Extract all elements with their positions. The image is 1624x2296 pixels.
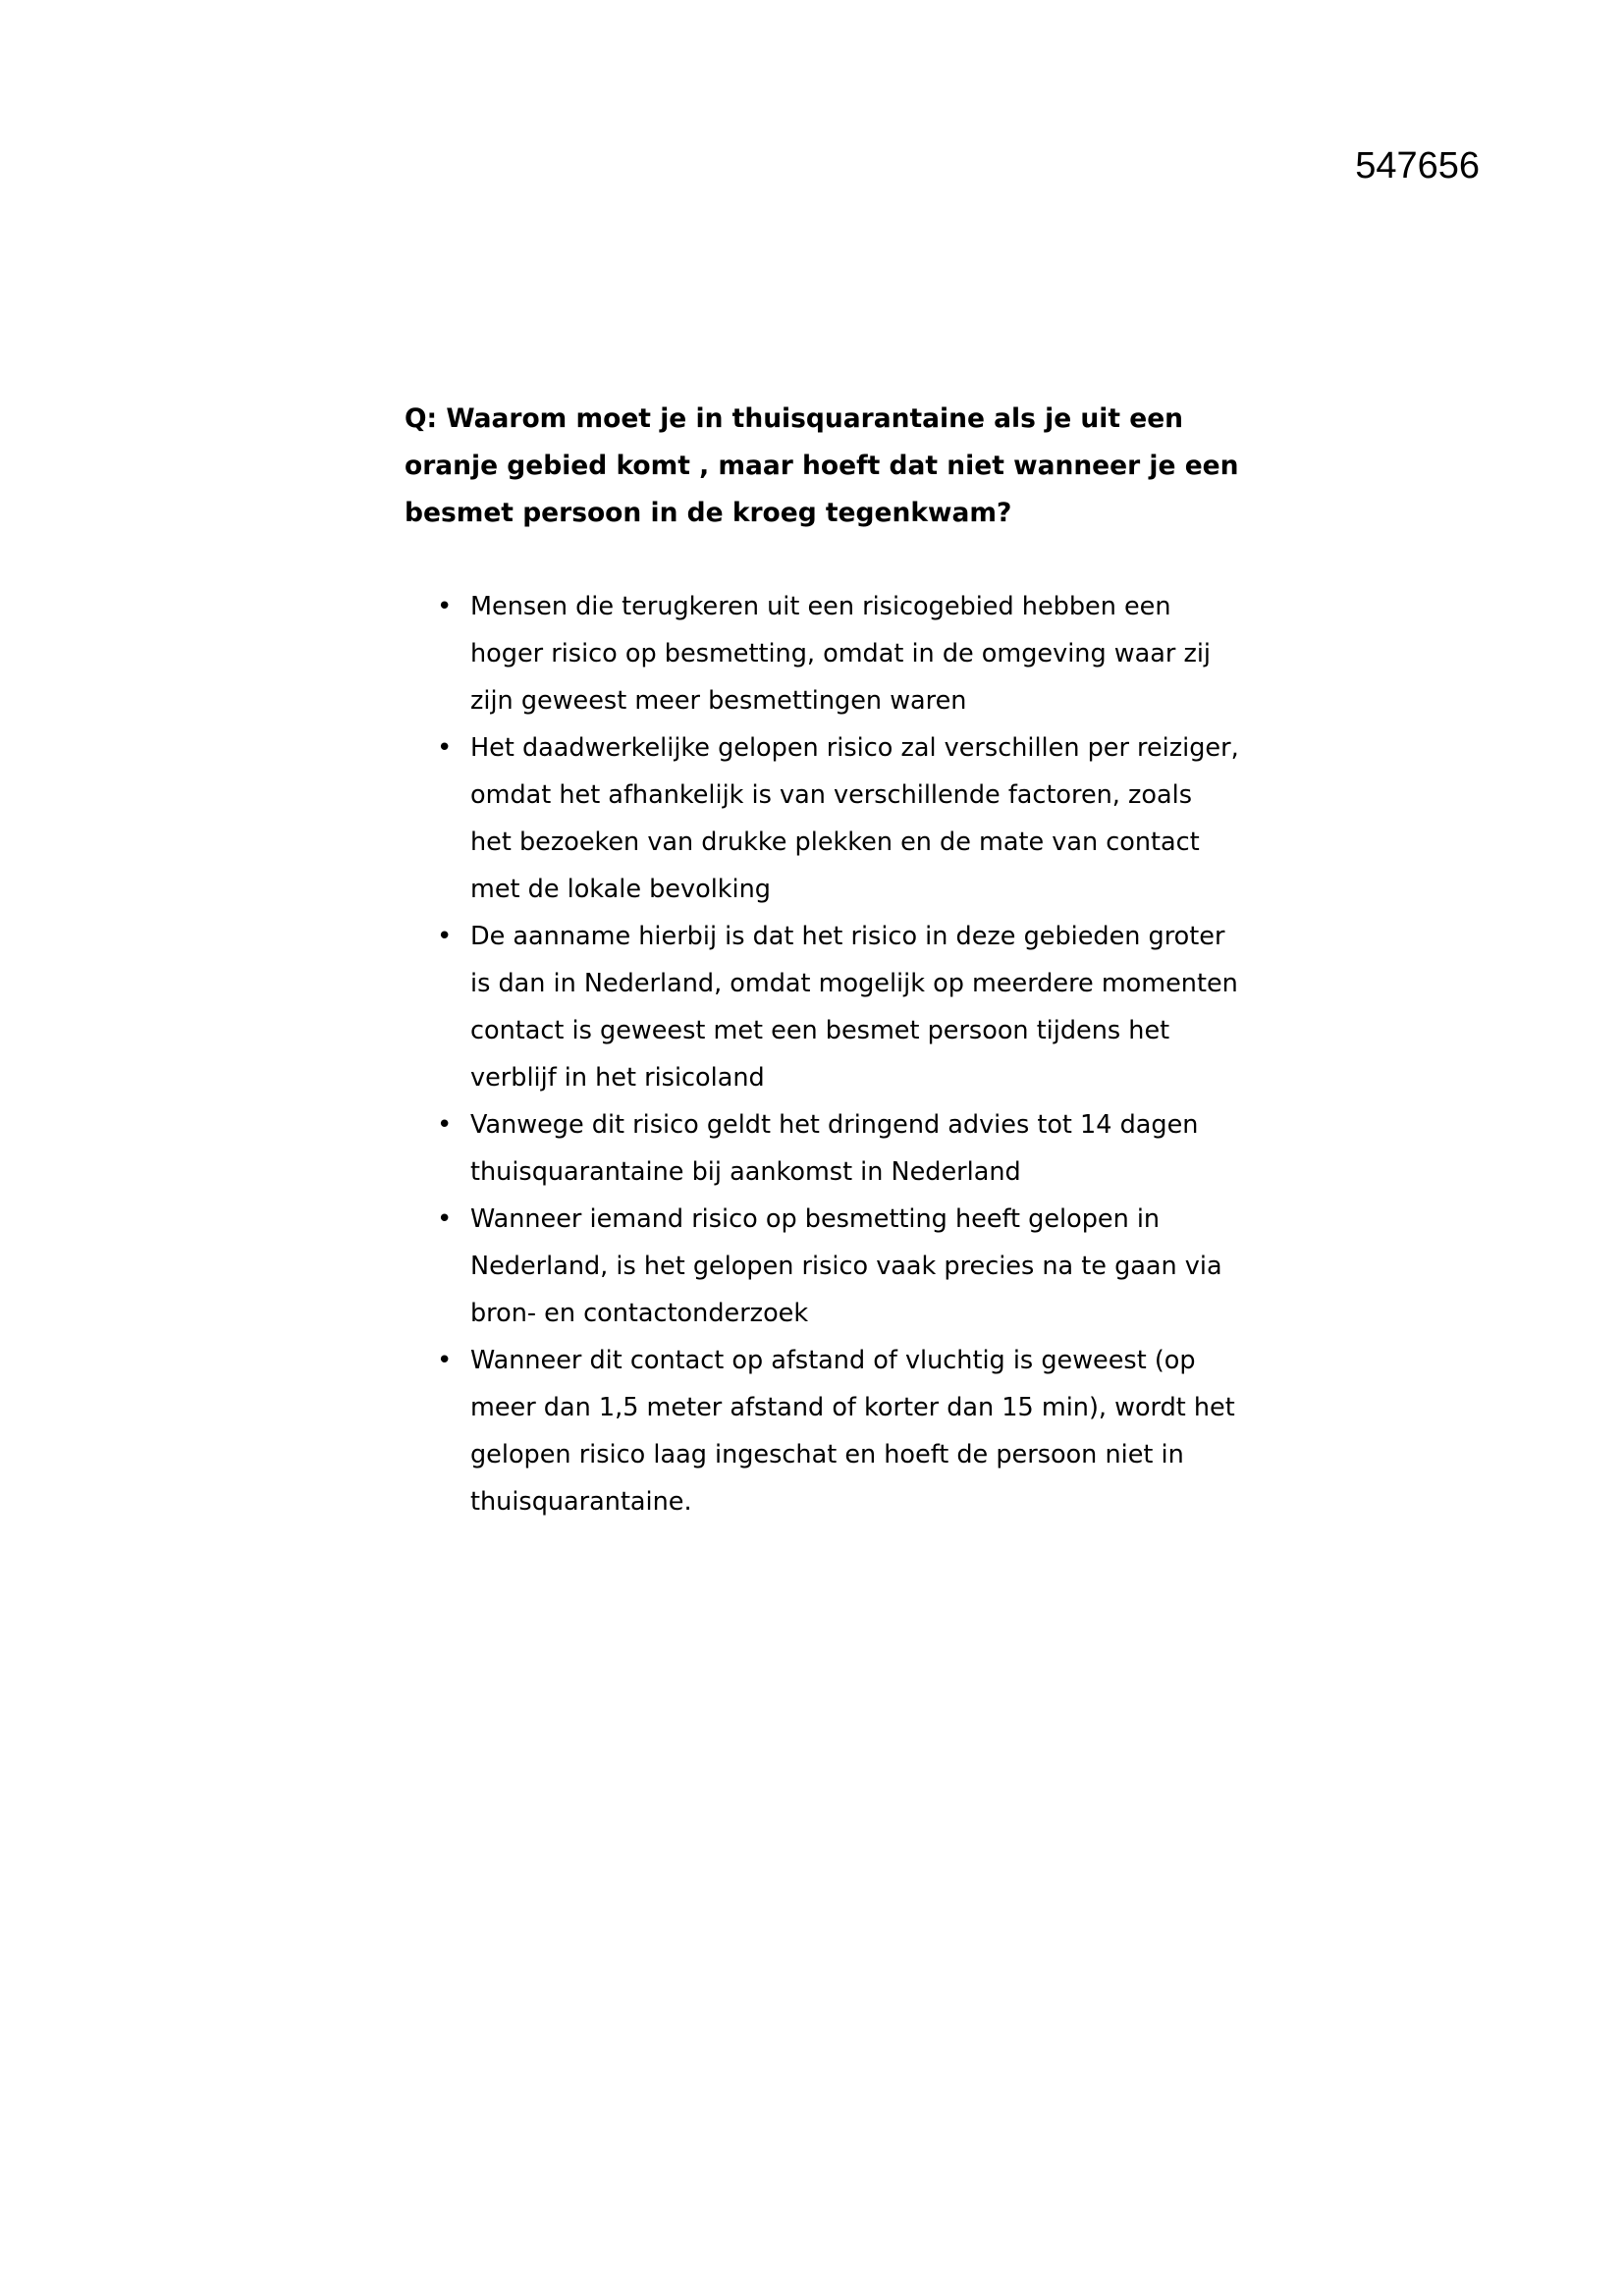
document-number: 547656 — [1355, 145, 1480, 187]
bullet-icon: • — [437, 1204, 453, 1234]
bullet-icon: • — [437, 1346, 453, 1375]
bullet-icon: • — [437, 733, 453, 763]
answer-list — [405, 583, 1239, 1525]
list-item — [405, 724, 1239, 913]
list-item-text: Wanneer iemand risico op besmetting heeft gelopen in Nederland, is het gelopen risico vaak precies na te gaan via bron- en contactonderzoek — [470, 1204, 1222, 1328]
question-heading: Q: Waarom moet je in thuisquarantaine als je uit een oranje gebied komt , maar hoeft dat niet wanneer je een besmet persoon in de kroeg tegenkwam? — [405, 403, 1239, 528]
list-item-text: De aanname hierbij is dat het risico in deze gebieden groter is dan in Nederland, omdat mogelijk op meerdere momenten contact is geweest met een besmet persoon tijdens het verblijf in het risicoland — [470, 922, 1238, 1093]
list-item — [405, 1101, 1239, 1196]
list-item-text: Vanwege dit risico geldt het dringend advies tot 14 dagen thuisquarantaine bij aankomst in Nederland — [470, 1110, 1199, 1187]
list-item — [405, 583, 1239, 724]
bullet-icon: • — [437, 592, 453, 621]
list-item-text: Wanneer dit contact op afstand of vluchtig is geweest (op meer dan 1,5 meter afstand of korter dan 15 min), wordt het gelopen risico laag ingeschat en hoeft de persoon niet in thuisquarantaine. — [470, 1346, 1235, 1517]
list-item — [405, 1337, 1239, 1525]
bullet-icon: • — [437, 1110, 453, 1140]
bullet-icon: • — [437, 922, 453, 951]
list-item-text: Het daadwerkelijke gelopen risico zal verschillen per reiziger, omdat het afhankelijk is van verschillende factoren, zoals het bezoeken van drukke plekken en de mate van contact met de lokale bevolking — [470, 733, 1239, 904]
list-item — [405, 1196, 1239, 1337]
list-item-text: Mensen die terugkeren uit een risicogebied hebben een hoger risico op besmetting, omdat in de omgeving waar zij zijn geweest meer besmettingen waren — [470, 592, 1212, 716]
list-item — [405, 913, 1239, 1101]
